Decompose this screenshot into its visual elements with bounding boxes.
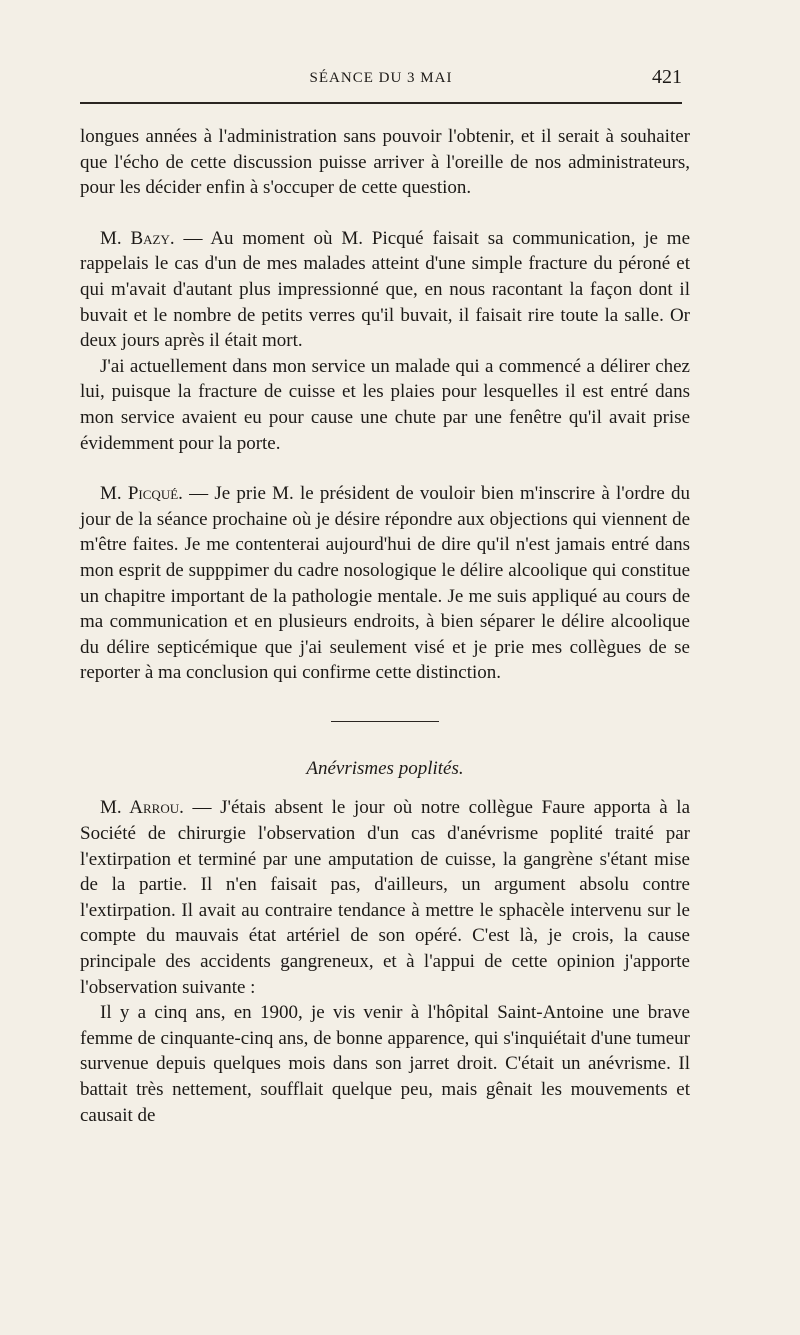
paragraph-arrou [80, 795, 690, 1000]
paragraph-text: — Au moment où M. Picqué faisait sa communication, je me rappelais le cas d'un de mes malades atteint d'une simple fracture du péroné et qui m'avait d'autant plus impressionné que, en nous racontant la façon dont il buvait et le nombre de petits verres qu'il buvait, il faisait rire toute la salle. Or deux jours après il était mort. [80, 227, 690, 352]
speaker-name: M. Picqué. [100, 483, 183, 505]
page-body [80, 124, 690, 1128]
paragraph-continuation: longues années à l'administration sans pouvoir l'obtenir, et il serait à souhaiter que l'écho de cette discussion puisse arriver à l'oreille de nos administrateurs, pour les décider enfin à s'occuper de cette question. [80, 126, 690, 199]
paragraph-bazy-cont: J'ai actuellement dans mon service un malade qui a commencé a délirer chez lui, puisque la fracture de cuisse et les plaies pour lesquelles il est entré dans mon service avaient eu pour cause une chute par une fenêtre qu'il avait prise évidemment pour la porte. [80, 355, 690, 454]
paragraph-bazy [80, 226, 690, 354]
page-header [80, 64, 682, 104]
running-head: SÉANCE DU 3 MAI [309, 70, 453, 86]
speaker-name: M. Bazy. [100, 227, 175, 249]
page-number: 421 [652, 66, 682, 88]
section-title: Anévrismes poplités. [306, 757, 464, 779]
header-rule [80, 102, 682, 104]
section-divider [331, 721, 439, 722]
paragraph-text: — J'étais absent le jour où notre collègue Faure apporta à la Société de chirurgie l'observation d'un cas d'anévrisme poplité traité par l'extirpation et terminé par une amputation de cuisse, la gangrène s'étant mise de la partie. Il n'en faisait pas, d'ailleurs, un argument absolu contre l'extirpation. Il avait au contraire tendance à mettre le sphacèle intervenu sur le compte du mauvais état artériel de son opéré. C'est là, je crois, la cause principale des accidents gangreneux, et à l'appui de cette opinion j'apporte l'observation suivante : [80, 797, 690, 998]
paragraph-picque [80, 481, 690, 686]
speaker-name: M. Arrou. [100, 797, 184, 819]
paragraph-text: — Je prie M. le président de vouloir bien m'inscrire à l'ordre du jour de la séance prochaine où je désire répondre aux objections qui viennent de m'être faites. Je me contenterai aujourd'hui de dire qu'il n'est jamais entré dans mon esprit de supppimer du cadre nosologique le délire alcoolique qui constitue un chapitre important de la pathologie mentale. Je me suis appliqué au cours de ma communication et en plusieurs endroits, à bien séparer le délire alcoolique du délire septicémique que j'ai seulement visé et je prie mes collègues de se reporter à ma conclusion qui confirme cette distinction. [80, 483, 691, 684]
paragraph-arrou-cont: Il y a cinq ans, en 1900, je vis venir à l'hôpital Saint-Antoine une brave femme de cinquante-cinq ans, de bonne apparence, qui s'inquiétait d'une tumeur survenue depuis quelques mois dans son jarret droit. C'était un anévrisme. Il battait très nettement, soufflait quelque peu, mais gênait les mouvements et causait de [80, 1002, 690, 1126]
